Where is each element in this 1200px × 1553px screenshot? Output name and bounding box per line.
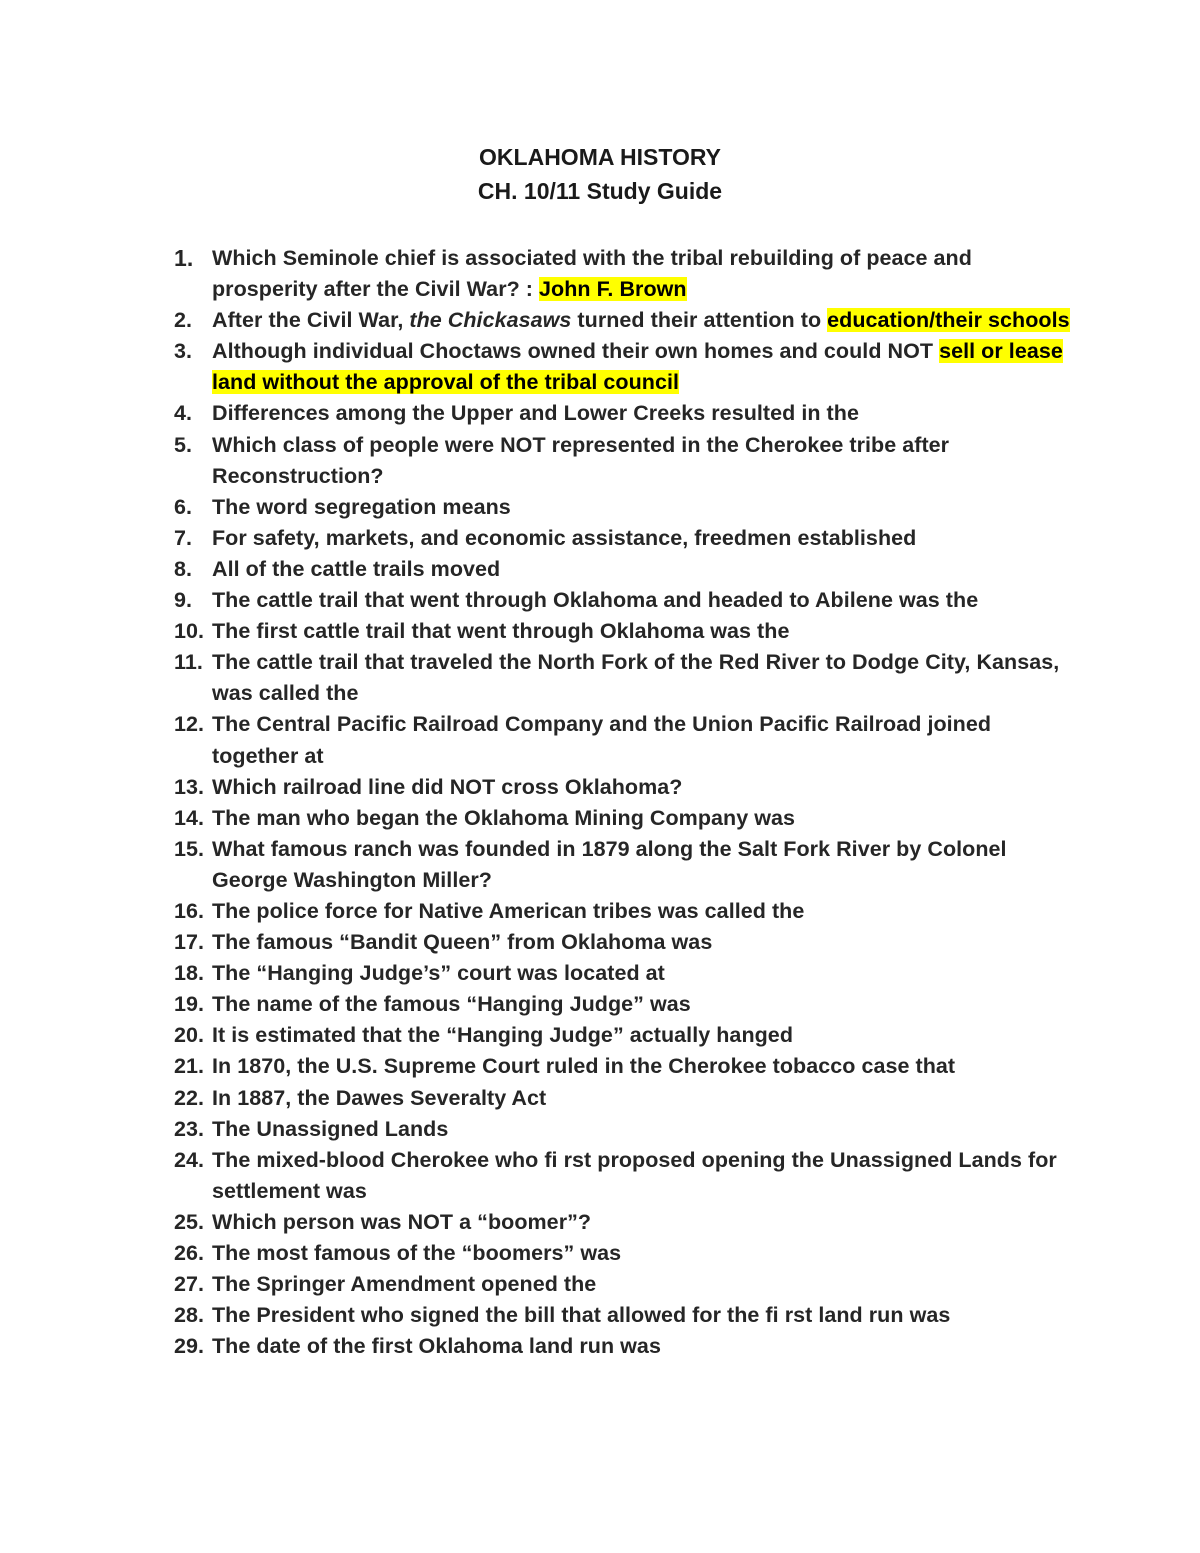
question-item [172,927,1072,958]
question-item [172,834,1072,896]
question-item [172,243,1072,305]
question-text: The mixed-blood Cherokee who fi rst proposed opening the Unassigned Lands for settlement was [212,1147,1057,1203]
question-text: After the Civil War, [212,308,410,333]
question-text: In 1887, the Dawes Severalty Act [212,1085,547,1110]
question-item [172,430,1072,492]
question-item [172,398,1072,429]
question-number: 23. [174,1116,205,1141]
question-number: 26. [174,1241,205,1265]
question-item [172,896,1072,927]
question-item [172,585,1072,616]
question-item [172,1207,1072,1238]
question-item [172,803,1072,834]
document-subtitle: CH. 10/11 Study Guide [477,178,723,204]
question-number: 6. [174,494,193,519]
question-number: 8. [174,556,193,581]
question-text: The President who signed the bill that allowed for the fi rst land run was [212,1303,951,1328]
question-item [172,1300,1072,1331]
question-text: The “Hanging Judge’s” court was located at [212,961,665,986]
question-number: 14. [174,805,205,830]
question-text: The Unassigned Lands [212,1116,449,1141]
question-text: The Central Pacific Railroad Company and the Union Pacific Railroad joined together at [212,712,992,768]
question-item [172,1238,1072,1269]
question-number: 22. [174,1085,205,1110]
question-number: 25. [174,1209,205,1234]
question-list [172,243,1072,1362]
question-text: Differences among the Upper and Lower Creeks resulted in the [212,401,859,426]
question-text: The police force for Native American tribes was called the [212,898,805,923]
question-item [172,1269,1072,1300]
question-text: The date of the first Oklahoma land run was [212,1334,661,1359]
highlighted-answer: sell or lease land without the approval of the tribal council [212,339,1063,395]
question-number: 28. [174,1303,205,1328]
question-text: The cattle trail that traveled the North Fork of the Red River to Dodge City, Kansas, was called the [212,650,1060,706]
question-item [172,1331,1072,1362]
question-text: The man who began the Oklahoma Mining Company was [212,805,796,830]
question-item [172,492,1072,523]
highlighted-answer: education/their schools [827,308,1070,333]
question-number: 2. [174,308,193,333]
question-text: The famous “Bandit Queen” from Oklahoma was [212,930,713,955]
question-text: The word segregation means [212,494,511,519]
question-number: 29. [174,1334,205,1359]
question-text: Although individual Choctaws owned their own homes and could NOT [212,339,940,364]
question-text: Which class of people were NOT represented in the Cherokee tribe after Reconstruction? [212,432,950,488]
question-text-continued: turned their attention to [571,308,828,333]
question-text: The most famous of the “boomers” was [212,1241,622,1265]
question-text: The Springer Amendment opened the [212,1272,597,1297]
question-number: 20. [174,1023,205,1048]
question-number: 16. [174,898,205,923]
question-text: It is estimated that the “Hanging Judge” actually hanged [212,1023,794,1048]
question-item [172,523,1072,554]
question-item [172,1083,1072,1114]
question-text: Which railroad line did NOT cross Oklahoma? [212,774,683,799]
question-item [172,1114,1072,1145]
question-item [172,305,1072,336]
question-text: The cattle trail that went through Oklahoma and headed to Abilene was the [212,588,979,613]
question-item [172,1020,1072,1051]
question-number: 15. [174,836,205,861]
question-item [172,554,1072,585]
question-number: 17. [174,930,205,955]
question-number: 24. [174,1147,205,1172]
question-number: 9. [174,588,193,613]
question-number: 19. [174,992,205,1017]
question-text: The first cattle trail that went through Oklahoma was the [212,619,790,644]
question-item [172,336,1072,398]
question-number: 12. [174,712,205,737]
question-number: 21. [174,1054,205,1079]
question-item [172,1051,1072,1082]
question-text: What famous ranch was founded in 1879 along the Salt Fork River by Colonel George Washington Miller? [212,836,1007,892]
question-text: For safety, markets, and economic assistance, freedmen established [212,525,917,550]
question-item [172,709,1072,771]
question-text: All of the cattle trails moved [212,556,501,581]
question-number: 10. [174,619,205,644]
question-number: 27. [174,1272,205,1297]
question-number: 5. [174,432,193,457]
question-number: 1. [174,245,194,271]
question-item [172,772,1072,803]
question-text: Which Seminole chief is associated with the tribal rebuilding of peace and prosperity after the Civil War? : [212,246,972,302]
question-number: 3. [174,339,193,364]
question-item [172,958,1072,989]
question-number: 7. [174,525,193,550]
question-item [172,1145,1072,1207]
document-title: OKLAHOMA HISTORY [479,144,721,170]
question-item [172,647,1072,709]
highlighted-answer: John F. Brown [539,277,687,302]
question-number: 18. [174,961,205,986]
question-item [172,616,1072,647]
question-italic-text: the Chickasaws [409,308,572,333]
question-text: Which person was NOT a “boomer”? [212,1209,592,1234]
question-text: The name of the famous “Hanging Judge” was [212,992,691,1017]
question-item [172,989,1072,1020]
question-number: 11. [174,650,203,675]
question-text: In 1870, the U.S. Supreme Court ruled in the Cherokee tobacco case that [212,1054,956,1079]
question-number: 13. [174,774,205,799]
question-number: 4. [174,401,193,426]
